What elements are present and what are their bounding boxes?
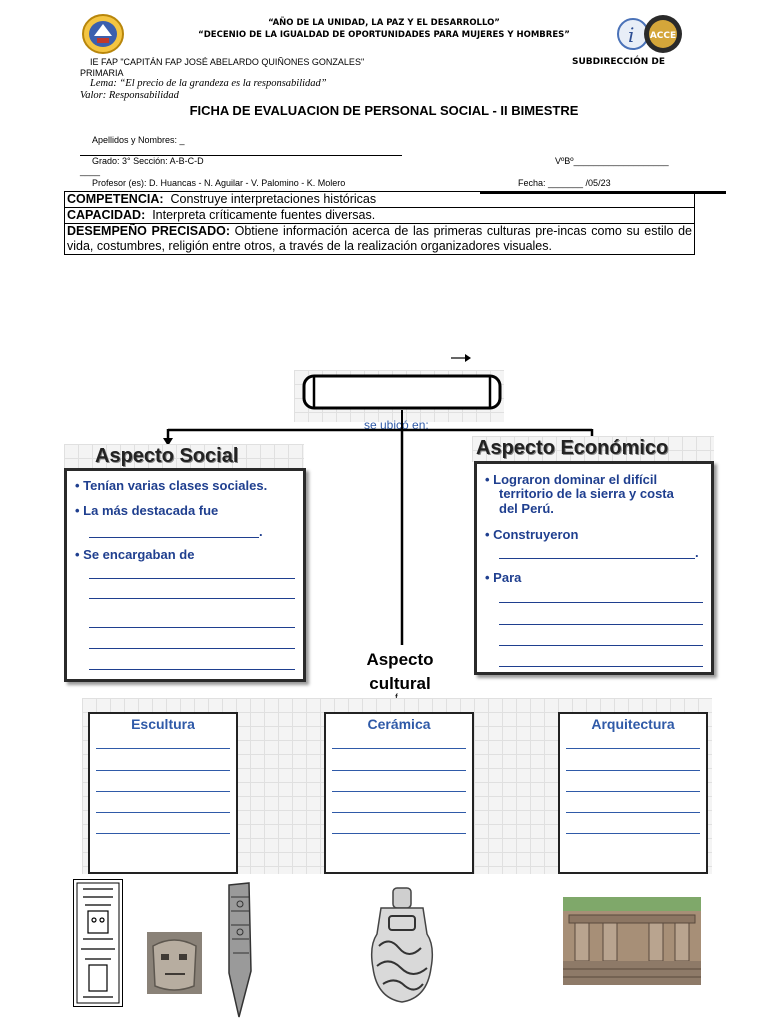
economic-answer-3[interactable]: [499, 624, 703, 625]
stone-head-image: [147, 932, 202, 994]
economic-answer-4[interactable]: [499, 645, 703, 646]
grade-label: Grado: 3° Sección: A-B-C-D: [92, 156, 204, 166]
economic-answer-1-tail: .: [695, 545, 699, 560]
carved-bone-image: [221, 881, 257, 1019]
arquitectura-line-5[interactable]: [566, 833, 700, 834]
social-box: [64, 468, 306, 682]
social-item-1: • Tenían varias clases sociales.: [75, 478, 268, 493]
header-year-name: “AÑO DE LA UNIDAD, LA PAZ Y EL DESARROLLO”: [268, 18, 500, 28]
level: PRIMARIA: [80, 68, 124, 78]
arquitectura-line-3[interactable]: [566, 791, 700, 792]
value: Valor: Responsabilidad: [80, 90, 179, 101]
stela-image: [73, 879, 123, 1007]
ceramica-line-2[interactable]: [332, 770, 466, 771]
ceramica-line-4[interactable]: [332, 812, 466, 813]
escultura-line-4[interactable]: [96, 812, 230, 813]
economic-item-4: • Construyeron: [485, 527, 579, 542]
capacidad-label: CAPACIDAD:: [67, 208, 146, 222]
small-line: ____: [80, 166, 101, 176]
economic-item-5: • Para: [485, 570, 522, 585]
escultura-title: Escultura: [131, 716, 195, 732]
ceramica-line-3[interactable]: [332, 791, 466, 792]
social-item-2: • La más destacada fue: [75, 503, 219, 518]
location-text: se ubicó en:: [364, 418, 429, 432]
social-answer-2[interactable]: [89, 578, 295, 579]
ceramica-title: Cerámica: [367, 716, 431, 732]
ceramica-line-1[interactable]: [332, 748, 466, 749]
seal-text: ACCE: [649, 31, 677, 41]
economic-box: [474, 461, 714, 675]
architecture-image: [563, 897, 701, 985]
arquitectura-title: Arquitectura: [591, 716, 675, 732]
economic-item-3: del Perú.: [499, 501, 554, 516]
ceramic-vessel-image: [365, 886, 439, 1006]
svg-text:i: i: [628, 23, 635, 47]
escultura-box: [88, 712, 238, 874]
economic-item-1: • Lograron dominar el difícil: [485, 472, 658, 487]
economic-item-2: territorio de la sierra y costa: [499, 486, 674, 501]
ceramica-line-5[interactable]: [332, 833, 466, 834]
escultura-line-1[interactable]: [96, 748, 230, 749]
social-answer-1[interactable]: [89, 537, 259, 538]
cultural-heading-1: Aspecto: [366, 650, 434, 669]
subdirection: SUBDIRECCIÓN DE: [572, 57, 666, 67]
competencia-label: COMPETENCIA:: [67, 192, 164, 206]
page-title: FICHA DE EVALUACION DE PERSONAL SOCIAL - II BIMESTRE: [189, 103, 579, 118]
social-answer-1-tail: .: [259, 524, 263, 539]
school-name: IE FAP "CAPITÁN FAP JOSÉ ABELARDO QUIÑONES GONZALES": [90, 57, 365, 67]
social-answer-6[interactable]: [89, 669, 295, 670]
header-decade-name: “DECENIO DE LA IGUALDAD DE OPORTUNIDADES PARA MUJERES Y HOMBRES”: [198, 30, 570, 40]
arquitectura-box: [558, 712, 708, 874]
date-field[interactable]: Fecha: _______ /05/23: [518, 178, 611, 188]
economic-heading: Aspecto Económico: [476, 437, 669, 459]
arquitectura-line-4[interactable]: [566, 812, 700, 813]
social-answer-4[interactable]: [89, 627, 295, 628]
escultura-line-5[interactable]: [96, 833, 230, 834]
arquitectura-line-2[interactable]: [566, 770, 700, 771]
social-answer-3[interactable]: [89, 598, 295, 599]
teachers: Profesor (es): D. Huancas - N. Aguilar - V. Palomino - K. Molero: [92, 178, 346, 188]
desempeno-label: DESEMPEÑO PRECISADO:: [67, 224, 230, 238]
social-heading: Aspecto Social: [95, 445, 239, 467]
cultural-heading-2: cultural: [369, 674, 431, 693]
escultura-line-2[interactable]: [96, 770, 230, 771]
competencia-value: Construye interpretaciones históricas: [163, 192, 377, 206]
arquitectura-line-1[interactable]: [566, 748, 700, 749]
economic-answer-1[interactable]: [499, 558, 695, 559]
names-label: Apellidos y Nombres: _: [92, 135, 185, 145]
economic-answer-5[interactable]: [499, 666, 703, 667]
capacidad-value: Interpreta críticamente fuentes diversas.: [145, 208, 376, 222]
desempeno-value: Obtiene información acerca de las primeras culturas pre-incas como su estilo de vida, costumbres, religión entre otros, a través de la realización organizadores visuales.: [67, 224, 692, 253]
social-item-3: • Se encargaban de: [75, 547, 195, 562]
motto: Lema: “El precio de la grandeza es la responsabilidad”: [90, 78, 327, 89]
escultura-line-3[interactable]: [96, 791, 230, 792]
vb-field[interactable]: VºBº___________________: [555, 156, 669, 166]
ceramica-box: [324, 712, 474, 874]
social-answer-5[interactable]: [89, 648, 295, 649]
economic-answer-2[interactable]: [499, 602, 703, 603]
